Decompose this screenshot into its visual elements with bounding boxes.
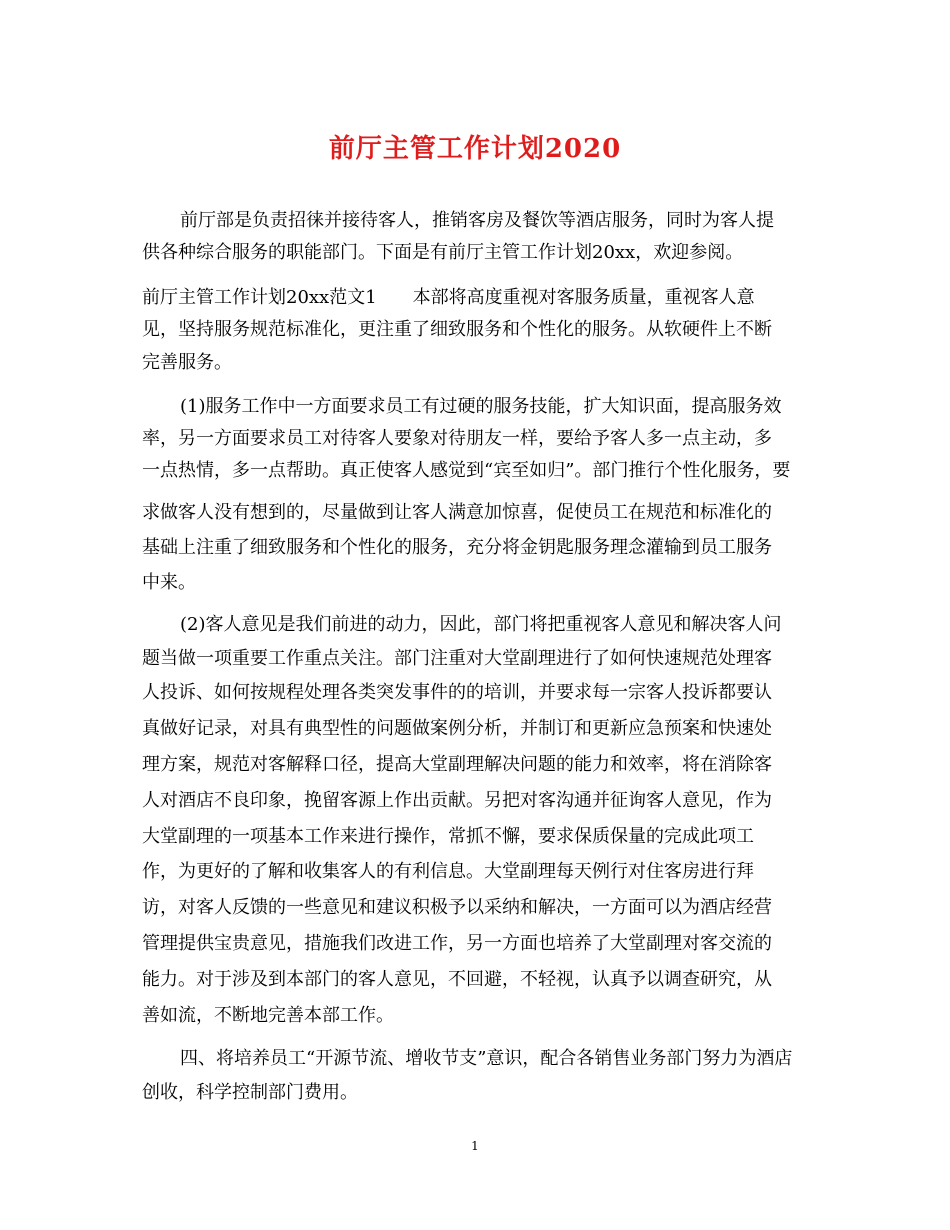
paragraph-4-line-2: 题当做一项重要工作重点关注。部门注重对大堂副理进行了如何快速规范处理客 bbox=[142, 648, 772, 669]
paragraph-4-line-6: 人对酒店不良印象，挽留客源上作出贡献。另把对客沟通并征询客人意见，作为 bbox=[142, 790, 772, 811]
paragraph-3-line-2: 率，另一方面要求员工对待客人要象对待朋友一样，要给予客人多一点主动，多 bbox=[142, 428, 772, 449]
paragraph-3-line-5: 基础上注重了细致服务和个性化的服务，充分将金钥匙服务理念灌输到员工服务 bbox=[142, 537, 772, 558]
paragraph-5-line-2: 创收，科学控制部门费用。 bbox=[142, 1082, 358, 1103]
paragraph-3-line-3: 一点热情，多一点帮助。真正使客人感觉到“宾至如归”。部门推行个性化服务，要 bbox=[142, 460, 791, 481]
paragraph-4-line-12: 善如流，不断地完善本部工作。 bbox=[142, 1005, 394, 1026]
paragraph-3-line-1: (1)服务工作中一方面要求员工有过硬的服务技能，扩大知识面，提高服务效 bbox=[180, 396, 782, 417]
paragraph-4-line-1: (2)客人意见是我们前进的动力，因此，部门将把重视客人意见和解决客人问 bbox=[180, 614, 782, 635]
paragraph-2-line-2: 见，坚持服务规范标准化，更注重了细致服务和个性化的服务。从软硬件上不断 bbox=[142, 319, 772, 340]
paragraph-2-line-1: 前厅主管工作计划20xx范文1 本部将高度重视对客服务质量，重视客人意 bbox=[142, 287, 755, 308]
paragraph-4-line-11: 能力。对于涉及到本部门的客人意见，不回避，不轻视，认真予以调查研究，从 bbox=[142, 969, 772, 990]
paragraph-4-line-3: 人投诉、如何按规程处理各类突发事件的的培训，并要求每一宗客人投诉都要认 bbox=[142, 682, 772, 703]
paragraph-2-line-3: 完善服务。 bbox=[142, 352, 232, 373]
page-number: 1 bbox=[471, 1139, 479, 1153]
paragraph-1-line-1: 前厅部是负责招徕并接待客人，推销客房及餐饮等酒店服务，同时为客人提 bbox=[180, 210, 774, 231]
paragraph-3-line-4: 求做客人没有想到的，尽量做到让客人满意加惊喜，促使员工在规范和标准化的 bbox=[142, 502, 772, 523]
paragraph-1-line-2: 供各种综合服务的职能部门。下面是有前厅主管工作计划20xx，欢迎参阅。 bbox=[142, 242, 744, 263]
paragraph-4-line-4: 真做好记录，对具有典型性的问题做案例分析，并制订和更新应急预案和快速处 bbox=[142, 718, 772, 739]
paragraph-4-line-8: 作，为更好的了解和收集客人的有利信息。大堂副理每天例行对住客房进行拜 bbox=[142, 861, 754, 882]
paragraph-4-line-9: 访，对客人反馈的一些意见和建议积极予以采纳和解决，一方面可以为酒店经营 bbox=[142, 897, 772, 918]
document-title: 前厅主管工作计划2020 bbox=[328, 134, 622, 164]
paragraph-3-line-6: 中来。 bbox=[142, 572, 196, 593]
paragraph-4-line-5: 理方案，规范对客解释口径，提高大堂副理解决问题的能力和效率，将在消除客 bbox=[142, 754, 772, 775]
paragraph-4-line-10: 管理提供宝贵意见，措施我们改进工作，另一方面也培养了大堂副理对客交流的 bbox=[142, 933, 772, 954]
paragraph-5-line-1: 四、将培养员工“开源节流、增收节支”意识，配合各销售业务部门努力为酒店 bbox=[180, 1048, 793, 1069]
paragraph-4-line-7: 大堂副理的一项基本工作来进行操作，常抓不懈，要求保质保量的完成此项工 bbox=[142, 826, 754, 847]
